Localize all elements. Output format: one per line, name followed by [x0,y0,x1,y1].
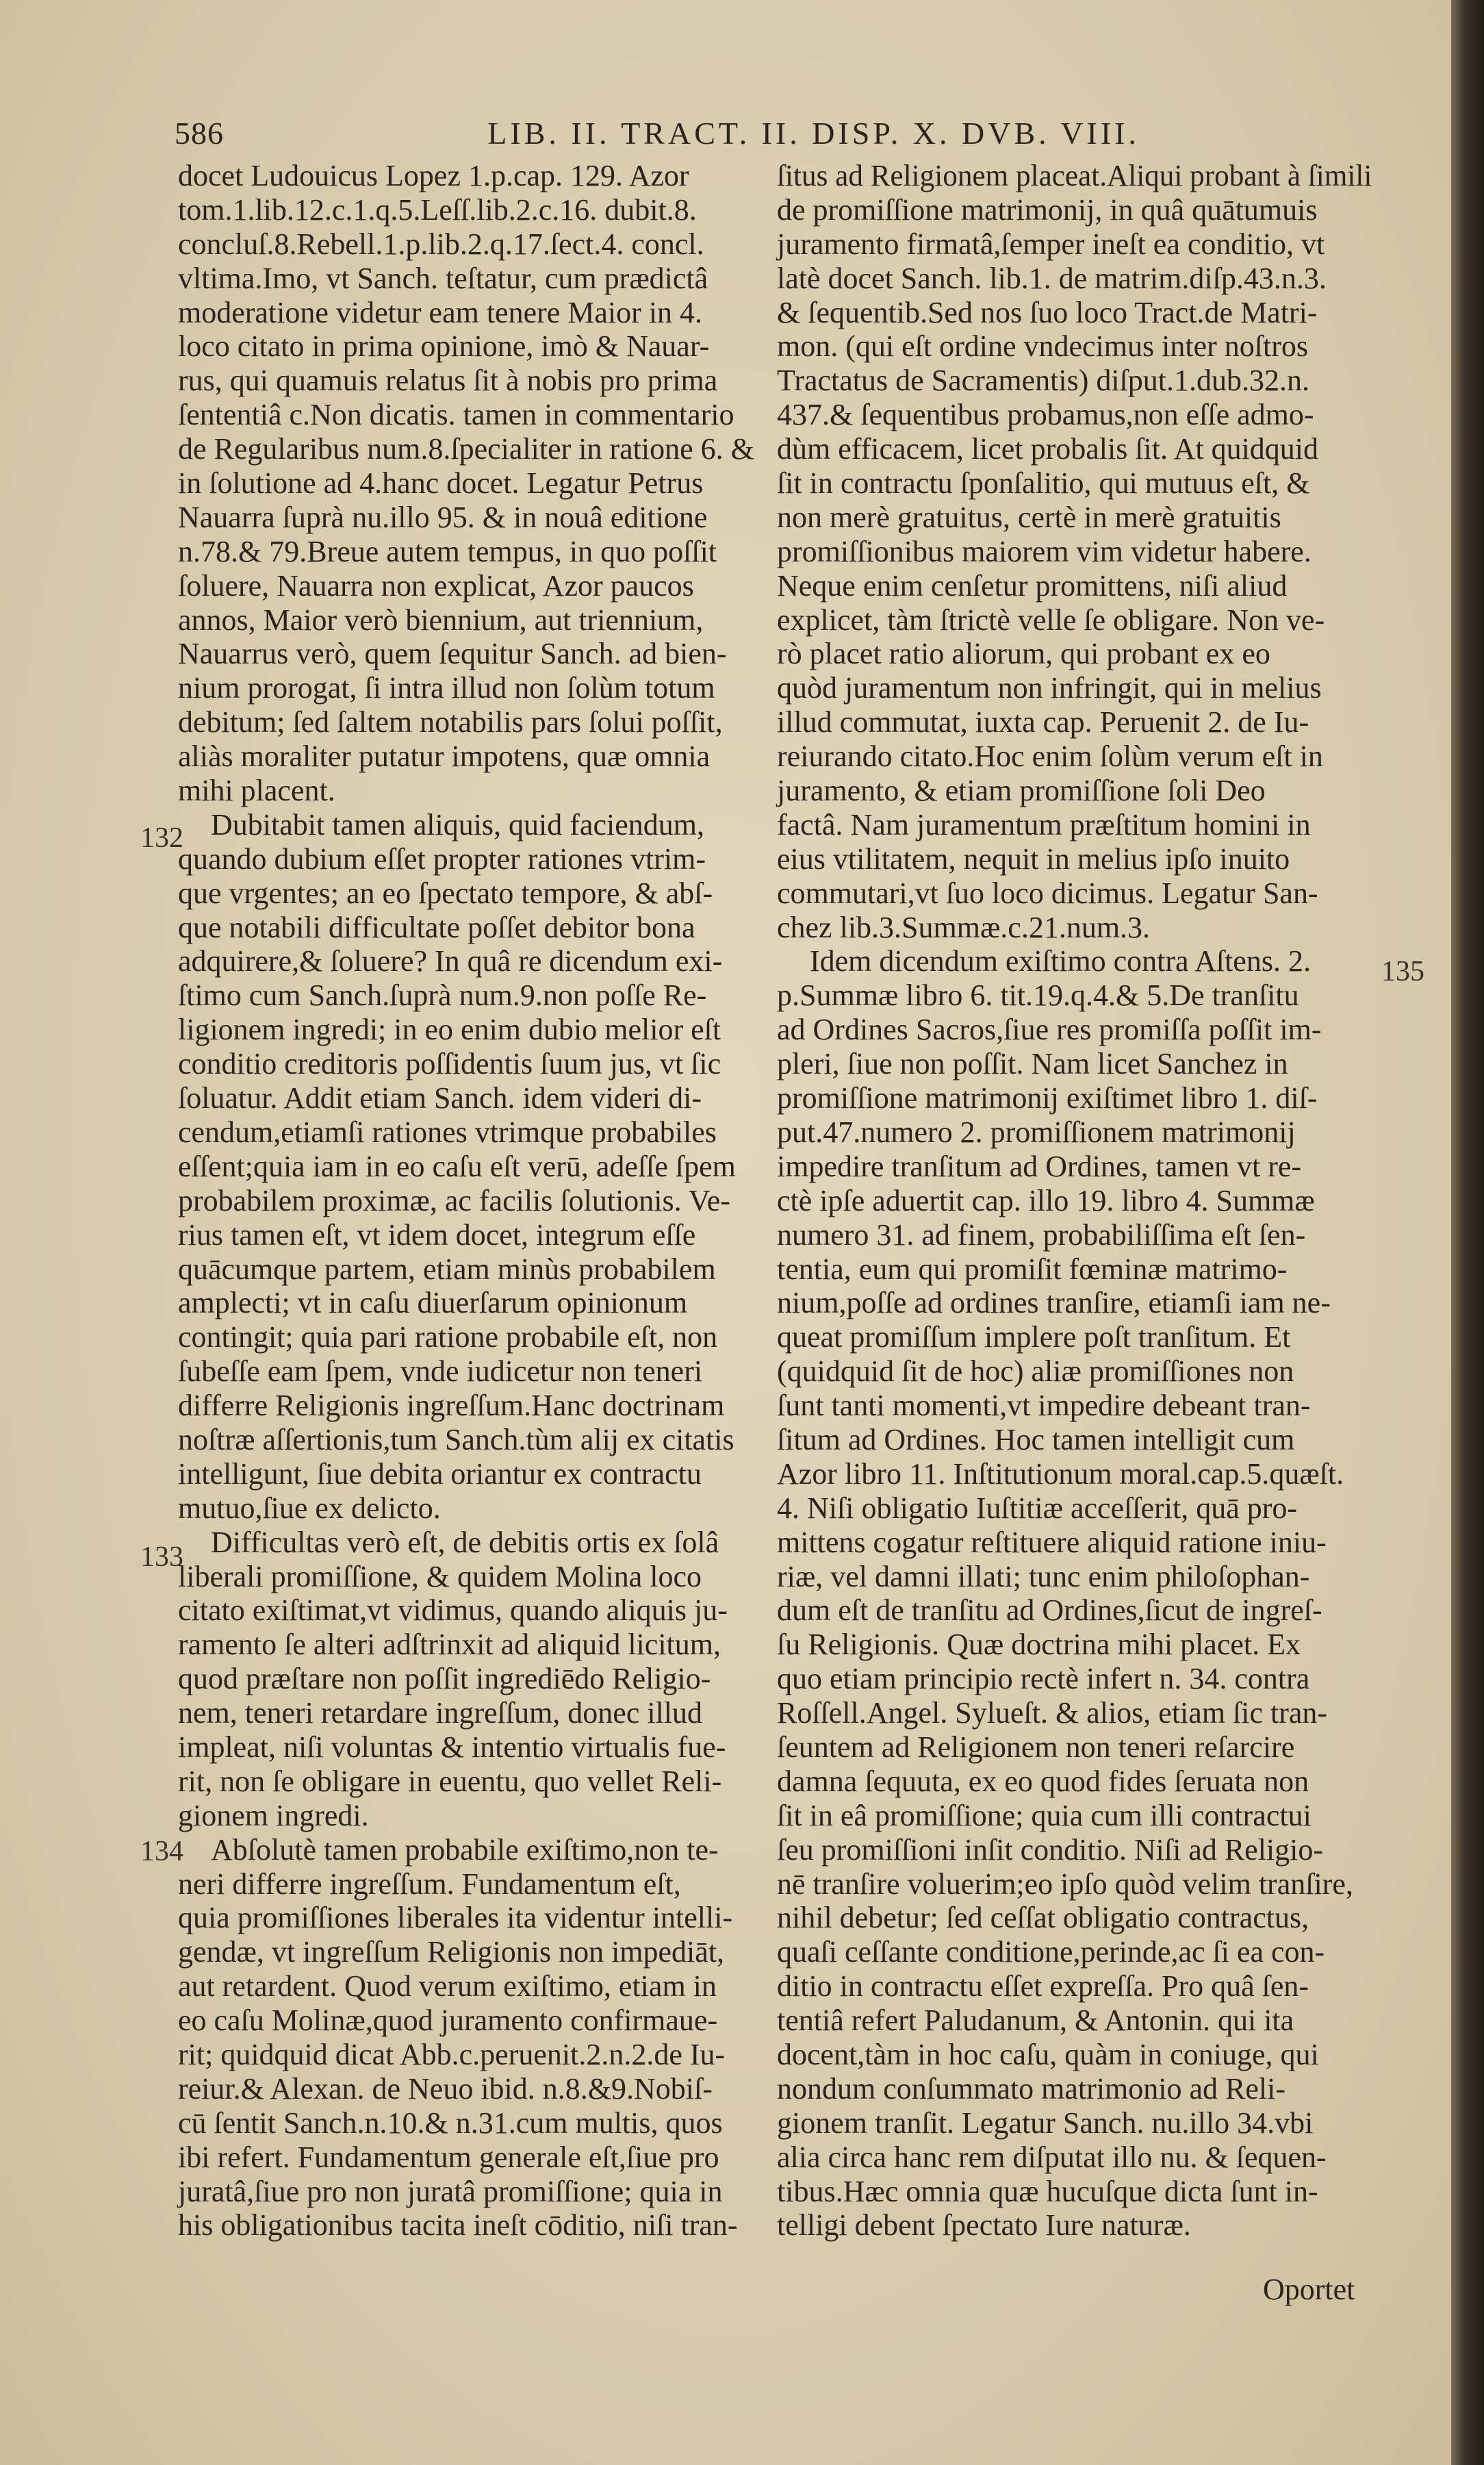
text-line: gendæ, vt ingreſſum Religionis non impediāt, [178,1935,725,1969]
text-line: concluſ.8.Rebell.1.p.lib.2.q.17.ſect.4. concl. [178,227,704,261]
text-line: moderatione videtur eam tenere Maior in 4. [178,295,703,329]
text-line: quia promiſſiones liberales ita videntur intelli- [178,1901,733,1935]
text-line: & ſequentib.Sed nos ſuo loco Tract.de Matri- [777,295,1318,329]
text-line: non merè gratuitus, certè in merè gratuitis [777,500,1281,534]
margin-number-135: 135 [1381,956,1424,987]
text-line: factâ. Nam juramentum præſtitum homini in [777,807,1311,842]
text-line: ſtimo cum Sanch.ſuprà num.9.non poſſe Re- [178,978,707,1013]
right-column [777,159,1372,2242]
text-line: 4. Niſi obligatio Iuſtitiæ acceſſerit, quā pro- [777,1491,1298,1525]
text-line: ſoluatur. Addit etiam Sanch. idem videri di- [178,1081,702,1115]
text-line: tom.1.lib.12.c.1.q.5.Leſſ.lib.2.c.16. dubit.8. [178,192,697,227]
text-line: damna ſequuta, ex eo quod fides ſeruata non [777,1764,1309,1798]
text-line: eius vtilitatem, nequit in melius ipſo inuito [777,842,1290,876]
text-line: rò placet ratio aliorum, qui probant ex eo [777,637,1270,671]
text-line: quod præſtare non poſſit ingrediēdo Religio- [178,1662,711,1696]
text-line: mittens cogatur reſtituere aliquid ratione iniu- [777,1525,1327,1559]
text-line: n.78.& 79.Breue autem tempus, in quo poſſit [178,534,717,568]
text-line: 437.& ſequentibus probamus,non eſſe admo- [777,398,1314,432]
text-line: impedire tranſitum ad Ordines, tamen vt re- [777,1149,1302,1183]
text-line: differre Religionis ingreſſum.Hanc doctrinam [178,1389,725,1423]
text-line: nem, teneri retardare ingreſſum, donec illud [178,1696,703,1730]
text-line: contingit; quia pari ratione probabile eſt, non [178,1320,718,1354]
text-line: ſitum ad Ordines. Hoc tamen intelligit cum [777,1422,1295,1456]
text-line: his obligationibus tacita ineſt cōditio, niſi tran- [178,2208,738,2242]
text-line: debitum; ſed ſaltem notabilis pars ſolui poſſit, [178,705,723,740]
text-line: de promiſſione matrimonij, in quâ quātumuis [777,192,1318,227]
text-line: mutuo,ſiue ex delicto. [178,1491,441,1525]
margin-number-134: 134 [140,1836,183,1867]
text-line: Dubitabit tamen aliquis, quid faciendum, [211,807,704,842]
text-line: ligionem ingredi; in eo enim dubio melior eſt [178,1013,721,1047]
text-line: commutari,vt ſuo loco dicimus. Legatur San- [777,876,1318,910]
text-line: probabilem proximæ, ac facilis ſolutionis. Ve- [178,1183,730,1217]
text-line: aut retardent. Quod verum exiſtimo, etiam in [178,1969,717,2003]
text-line: ſubeſſe eam ſpem, vnde iudicetur non teneri [178,1354,703,1389]
text-line: cendum,etiamſi rationes vtrimque probabiles [178,1115,717,1149]
text-line: reiurando citato.Hoc enim ſolùm verum eſt in [777,740,1323,774]
text-line: tentiâ refert Paludanum, & Antonin. qui ita [777,2003,1294,2038]
text-line: aliàs moraliter putatur impotens, quæ omnia [178,740,711,774]
text-line: pleri, ſiue non poſſit. Nam licet Sanchez in [777,1047,1288,1081]
text-line: explicet, tàm ſtrictè velle ſe obligare. Non ve- [777,603,1325,637]
text-line: chez lib.3.Summæ.c.21.num.3. [777,910,1151,944]
page-number: 586 [175,116,224,151]
text-line: rus, qui quamuis relatus ſit à nobis pro prima [178,364,718,398]
text-line: liberali promiſſione, & quidem Molina loco [178,1559,702,1593]
text-line: rit, non ſe obligare in euentu, quo vellet Reli- [178,1764,722,1798]
text-line: quācumque partem, etiam minùs probabilem [178,1252,716,1286]
text-line: Roſſell.Angel. Sylueſt. & alios, etiam ſic tran- [777,1696,1328,1730]
text-line: ſu Religionis. Quæ doctrina mihi placet. Ex [777,1628,1301,1662]
text-line: quando dubium eſſet propter rationes vtrim- [178,842,706,876]
text-line: Abſolutè tamen probabile exiſtimo,non te- [211,1832,719,1867]
text-line: noſtræ aſſertionis,tum Sanch.tùm alij ex citatis [178,1422,734,1456]
text-line: citato exiſtimat,vt vidimus, quando aliquis ju- [178,1593,728,1628]
text-line: quo etiam principio rectè infert n. 34. contra [777,1662,1310,1696]
text-line: ditio in contractu eſſet expreſſa. Pro quâ ſen- [777,1969,1309,2003]
text-line: quaſi ceſſante conditione,perinde,ac ſi ea con- [777,1935,1325,1969]
text-line: cū ſentit Sanch.n.10.& n.31.cum multis, quos [178,2106,723,2140]
running-header [175,115,1140,151]
text-line: (quidquid ſit de hoc) aliæ promiſſiones non [777,1354,1294,1389]
text-line: promiſſionibus maiorem vim videtur habere. [777,534,1312,568]
text-line: gionem tranſit. Legatur Sanch. nu.illo 34.vbi [777,2106,1314,2140]
text-line: ramento ſe alteri adſtrinxit ad aliquid licitum, [178,1628,721,1662]
text-line: vltima.Imo, vt Sanch. teſtatur, cum prædictâ [178,261,708,295]
text-line: reiur.& Alexan. de Neuo ibid. n.8.&9.Nobiſ- [178,2071,713,2106]
text-line: illud commutat, iuxta cap. Peruenit 2. de Iu- [777,705,1309,740]
text-line: nihil debetur; ſed ceſſat obligatio contractus, [777,1901,1309,1935]
text-line: in ſolutione ad 4.hanc docet. Legatur Petrus [178,466,704,501]
text-line: Neque enim cenſetur promittens, niſi aliud [777,568,1288,603]
text-line: conditio creditoris poſſidentis ſuum jus, vt ſic [178,1047,721,1081]
text-line: neri differre ingreſſum. Fundamentum eſt, [178,1867,681,1901]
text-line: juramento, & etiam promiſſione ſoli Deo [777,774,1266,808]
text-line: alia circa hanc rem diſputat illo nu. & ſequen- [777,2140,1327,2174]
text-line: annos, Maior verò biennium, aut triennium, [178,603,704,637]
text-line: gionem ingredi. [178,1798,369,1832]
text-line: tentia, eum qui promiſit fœminæ matrimo- [777,1252,1288,1286]
text-line: impleat, niſi voluntas & intentio virtualis fue- [178,1730,726,1764]
text-line: latè docet Sanch. lib.1. de matrim.diſp.43.n.3. [777,261,1327,295]
text-line: p.Summæ libro 6. tit.19.q.4.& 5.De tranſitu [777,978,1299,1013]
text-line: mihi placent. [178,774,335,808]
text-line: quòd juramentum non infringit, qui in melius [777,671,1322,705]
text-line: docet Ludouicus Lopez 1.p.cap. 129. Azor [178,159,689,192]
text-line: tibus.Hæc omnia quæ hucuſque dicta ſunt in- [777,2174,1318,2208]
text-line: dum eſt de tranſitu ad Ordines,ſicut de ingreſ- [777,1593,1322,1628]
text-line: nium,poſſe ad ordines tranſire, etiamſi iam ne- [777,1286,1331,1320]
text-line: intelligunt, ſiue debita oriantur ex contractu [178,1456,702,1491]
text-line: Idem dicendum exiſtimo contra Aſtens. 2. [810,944,1311,978]
text-line: Tractatus de Sacramentis) diſput.1.dub.32.n. [777,364,1310,398]
text-line: telligi debent ſpectato Iure naturæ. [777,2208,1191,2242]
text-line: nium prorogat, ſi intra illud non ſolùm totum [178,671,715,705]
text-line: dùm efficacem, licet probalis ſit. At quidquid [777,432,1319,466]
text-line: Nauarra ſuprà nu.illo 95. & in nouâ editione [178,500,708,534]
text-line: rius tamen eſt, vt idem docet, integrum eſſe [178,1217,696,1252]
text-line: ſit in contractu ſponſalitio, qui mutuus eſt, & [777,466,1310,501]
text-line: mon. (qui eſt ordine vndecimus inter noſtros [777,329,1308,364]
text-line: riæ, vel damni illati; tunc enim philoſophan- [777,1559,1310,1593]
text-line: Azor libro 11. Inſtitutionum moral.cap.5.quæſt. [777,1456,1344,1491]
text-line: que notabili difficultate poſſet debitor bona [178,910,695,944]
text-line: eo caſu Molinæ,quod juramento confirmaue- [178,2003,718,2038]
text-line: ibi refert. Fundamentum generale eſt,ſiue pro [178,2140,719,2174]
text-line: amplecti; vt in caſu diuerſarum opinionum [178,1286,688,1320]
text-line: Nauarrus verò, quem ſequitur Sanch. ad bien- [178,637,727,671]
margin-number-133: 133 [140,1541,183,1573]
text-line: eſſent;quia iam in eo caſu eſt verū, adeſſe ſpem [178,1149,736,1183]
text-line: Difficultas verò eſt, de debitis ortis ex ſolâ [211,1525,719,1559]
text-line: numero 31. ad finem, probabiliſſima eſt ſen- [777,1217,1306,1252]
text-line: adquirere,& ſoluere? In quâ re dicendum exi- [178,944,723,978]
text-line: nē tranſire voluerim;eo ipſo quòd velim tranſire, [777,1867,1353,1901]
text-line: loco citato in prima opinione, imò & Nauar- [178,329,710,364]
running-title: LIB. II. TRACT. II. DISP. X. DVB. VIII. [487,116,1140,151]
left-column [178,159,760,2242]
page-edge [1451,0,1484,2465]
text-line: rit; quidquid dicat Abb.c.peruenit.2.n.2.de Iu- [178,2037,726,2071]
text-line: que vrgentes; an eo ſpectato tempore, & abſ- [178,876,713,910]
text-line: ſeu promiſſioni inſit conditio. Niſi ad Religio- [777,1832,1324,1867]
catchword: Oportet [1263,2273,1355,2306]
text-line: ctè ipſe aduertit cap. illo 19. libro 4. Summæ [777,1183,1315,1217]
text-line: ſoluere, Nauarra non explicat, Azor paucos [178,568,694,603]
margin-number-132: 132 [140,822,183,854]
text-line: juratâ,ſiue pro non juratâ promiſſione; quia in [178,2174,723,2208]
text-line: ad Ordines Sacros,ſiue res promiſſa poſſit im- [777,1013,1322,1047]
text-line: ſententiâ c.Non dicatis. tamen in commentario [178,398,734,432]
text-line: docent,tàm in hoc caſu, quàm in coniuge, qui [777,2037,1319,2071]
text-line: de Regularibus num.8.ſpecialiter in ratione 6. & [178,432,754,466]
text-line: ſitus ad Religionem placeat.Aliqui probant à ſimili [777,159,1372,192]
text-line: promiſſione matrimonij exiſtimet libro 1. diſ- [777,1081,1318,1115]
text-line: queat promiſſum implere poſt tranſitum. Et [777,1320,1291,1354]
text-line: ſeuntem ad Religionem non teneri reſarcire [777,1730,1295,1764]
text-line: juramento firmatâ,ſemper ineſt ea conditio, vt [777,227,1325,261]
text-line: ſit in eâ promiſſione; quia cum illi contractui [777,1798,1312,1832]
text-line: nondum conſummato matrimonio ad Reli- [777,2071,1285,2106]
text-line: put.47.numero 2. promiſſionem matrimonij [777,1115,1296,1149]
text-line: ſunt tanti momenti,vt impedire debeant tran- [777,1389,1311,1423]
